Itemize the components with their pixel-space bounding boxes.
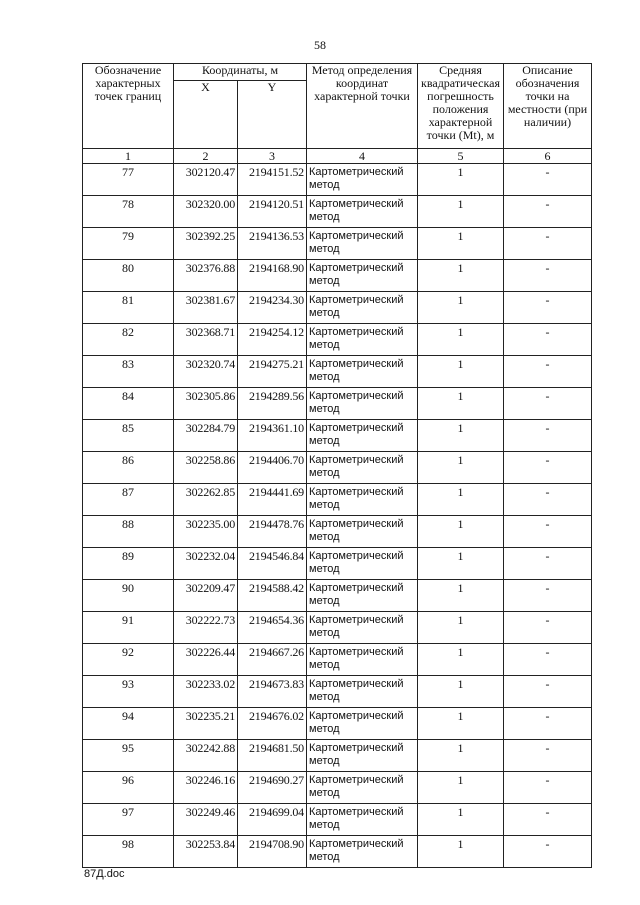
error-cell: 1 <box>418 452 504 484</box>
method-cell: Картометрический метод <box>307 772 418 804</box>
coord-y: 2194681.50 <box>238 740 307 772</box>
coord-x: 302235.21 <box>174 708 238 740</box>
error-cell: 1 <box>418 292 504 324</box>
method-cell: Картометрический метод <box>307 388 418 420</box>
error-cell: 1 <box>418 196 504 228</box>
error-cell: 1 <box>418 420 504 452</box>
coord-x: 302209.47 <box>174 580 238 612</box>
error-cell: 1 <box>418 612 504 644</box>
method-cell: Картометрический метод <box>307 356 418 388</box>
coord-x: 302235.00 <box>174 516 238 548</box>
coord-y: 2194699.04 <box>238 804 307 836</box>
column-number: 4 <box>307 149 418 164</box>
point-id: 87 <box>83 484 174 516</box>
table-row <box>83 580 592 612</box>
coord-y: 2194441.69 <box>238 484 307 516</box>
header-method: Метод определения координат характерной точки <box>307 64 418 149</box>
method-cell: Картометрический метод <box>307 740 418 772</box>
coord-x: 302226.44 <box>174 644 238 676</box>
coord-y: 2194136.53 <box>238 228 307 260</box>
point-id: 82 <box>83 324 174 356</box>
coord-x: 302258.86 <box>174 452 238 484</box>
description-cell: - <box>504 740 592 772</box>
description-cell: - <box>504 292 592 324</box>
description-cell: - <box>504 644 592 676</box>
error-cell: 1 <box>418 356 504 388</box>
description-cell: - <box>504 164 592 196</box>
description-cell: - <box>504 356 592 388</box>
coord-y: 2194667.26 <box>238 644 307 676</box>
table-row <box>83 420 592 452</box>
coord-x: 302305.86 <box>174 388 238 420</box>
description-cell: - <box>504 804 592 836</box>
point-id: 91 <box>83 612 174 644</box>
point-id: 84 <box>83 388 174 420</box>
description-cell: - <box>504 324 592 356</box>
point-id: 95 <box>83 740 174 772</box>
coord-y: 2194478.76 <box>238 516 307 548</box>
description-cell: - <box>504 196 592 228</box>
coord-y: 2194168.90 <box>238 260 307 292</box>
coord-x: 302320.00 <box>174 196 238 228</box>
method-cell: Картометрический метод <box>307 580 418 612</box>
coord-x: 302222.73 <box>174 612 238 644</box>
coord-x: 302368.71 <box>174 324 238 356</box>
point-id: 98 <box>83 836 174 868</box>
description-cell: - <box>504 516 592 548</box>
error-cell: 1 <box>418 740 504 772</box>
coord-y: 2194708.90 <box>238 836 307 868</box>
footer-filename: 87Д.doc <box>84 868 125 880</box>
coord-x: 302249.46 <box>174 804 238 836</box>
method-cell: Картометрический метод <box>307 452 418 484</box>
method-cell: Картометрический метод <box>307 612 418 644</box>
description-cell: - <box>504 452 592 484</box>
table-row <box>83 228 592 260</box>
coord-x: 302262.85 <box>174 484 238 516</box>
coord-y: 2194254.12 <box>238 324 307 356</box>
point-id: 81 <box>83 292 174 324</box>
error-cell: 1 <box>418 324 504 356</box>
error-cell: 1 <box>418 228 504 260</box>
column-numbers-row <box>83 149 592 164</box>
coord-x: 302284.79 <box>174 420 238 452</box>
table-row <box>83 772 592 804</box>
method-cell: Картометрический метод <box>307 164 418 196</box>
coord-x: 302246.16 <box>174 772 238 804</box>
coord-x: 302381.67 <box>174 292 238 324</box>
description-cell: - <box>504 708 592 740</box>
point-id: 93 <box>83 676 174 708</box>
table-row <box>83 676 592 708</box>
header-designation: Обозначение характерных точек границ <box>83 64 174 149</box>
coord-x: 302320.74 <box>174 356 238 388</box>
table-body <box>83 164 592 868</box>
method-cell: Картометрический метод <box>307 324 418 356</box>
description-cell: - <box>504 484 592 516</box>
table-row <box>83 484 592 516</box>
coord-y: 2194234.30 <box>238 292 307 324</box>
error-cell: 1 <box>418 676 504 708</box>
description-cell: - <box>504 772 592 804</box>
method-cell: Картометрический метод <box>307 292 418 324</box>
point-id: 94 <box>83 708 174 740</box>
error-cell: 1 <box>418 516 504 548</box>
coord-y: 2194546.84 <box>238 548 307 580</box>
point-id: 79 <box>83 228 174 260</box>
method-cell: Картометрический метод <box>307 516 418 548</box>
table-row <box>83 196 592 228</box>
method-cell: Картометрический метод <box>307 676 418 708</box>
method-cell: Картометрический метод <box>307 804 418 836</box>
table-row <box>83 740 592 772</box>
table-row <box>83 836 592 868</box>
coord-y: 2194676.02 <box>238 708 307 740</box>
description-cell: - <box>504 548 592 580</box>
point-id: 78 <box>83 196 174 228</box>
coord-x: 302253.84 <box>174 836 238 868</box>
error-cell: 1 <box>418 260 504 292</box>
table-row <box>83 164 592 196</box>
header-coordinates: Координаты, м <box>174 64 307 81</box>
coord-x: 302392.25 <box>174 228 238 260</box>
description-cell: - <box>504 676 592 708</box>
error-cell: 1 <box>418 836 504 868</box>
method-cell: Картометрический метод <box>307 644 418 676</box>
point-id: 80 <box>83 260 174 292</box>
table-row <box>83 548 592 580</box>
table-row <box>83 708 592 740</box>
point-id: 97 <box>83 804 174 836</box>
coord-x: 302233.02 <box>174 676 238 708</box>
coord-y: 2194654.36 <box>238 612 307 644</box>
coord-y: 2194406.70 <box>238 452 307 484</box>
column-number: 3 <box>238 149 307 164</box>
point-id: 89 <box>83 548 174 580</box>
description-cell: - <box>504 388 592 420</box>
error-cell: 1 <box>418 804 504 836</box>
point-id: 88 <box>83 516 174 548</box>
coord-y: 2194151.52 <box>238 164 307 196</box>
method-cell: Картометрический метод <box>307 708 418 740</box>
point-id: 77 <box>83 164 174 196</box>
error-cell: 1 <box>418 388 504 420</box>
table-row <box>83 388 592 420</box>
column-number: 6 <box>504 149 592 164</box>
header-description: Описание обозначения точки на местности (при наличии) <box>504 64 592 149</box>
coord-x: 302120.47 <box>174 164 238 196</box>
column-number: 1 <box>83 149 174 164</box>
method-cell: Картометрический метод <box>307 548 418 580</box>
header-y: Y <box>238 81 307 149</box>
coord-x: 302232.04 <box>174 548 238 580</box>
description-cell: - <box>504 228 592 260</box>
coord-y: 2194361.10 <box>238 420 307 452</box>
point-id: 86 <box>83 452 174 484</box>
method-cell: Картометрический метод <box>307 260 418 292</box>
method-cell: Картометрический метод <box>307 420 418 452</box>
description-cell: - <box>504 612 592 644</box>
table-row <box>83 452 592 484</box>
coord-y: 2194690.27 <box>238 772 307 804</box>
description-cell: - <box>504 260 592 292</box>
error-cell: 1 <box>418 708 504 740</box>
table-row <box>83 292 592 324</box>
coord-y: 2194120.51 <box>238 196 307 228</box>
coord-y: 2194275.21 <box>238 356 307 388</box>
description-cell: - <box>504 580 592 612</box>
column-number: 5 <box>418 149 504 164</box>
coord-y: 2194289.56 <box>238 388 307 420</box>
coord-y: 2194588.42 <box>238 580 307 612</box>
error-cell: 1 <box>418 580 504 612</box>
table-row <box>83 356 592 388</box>
error-cell: 1 <box>418 644 504 676</box>
table-row <box>83 260 592 292</box>
table-row <box>83 644 592 676</box>
point-id: 85 <box>83 420 174 452</box>
error-cell: 1 <box>418 164 504 196</box>
error-cell: 1 <box>418 484 504 516</box>
table-row <box>83 324 592 356</box>
coord-x: 302376.88 <box>174 260 238 292</box>
method-cell: Картометрический метод <box>307 484 418 516</box>
page-number: 58 <box>314 38 326 52</box>
method-cell: Картометрический метод <box>307 196 418 228</box>
method-cell: Картометрический метод <box>307 228 418 260</box>
column-number: 2 <box>174 149 238 164</box>
error-cell: 1 <box>418 772 504 804</box>
method-cell: Картометрический метод <box>307 836 418 868</box>
description-cell: - <box>504 836 592 868</box>
header-error: Средняя квадратическая погрешность положения характерной точки (Mt), м <box>418 64 504 149</box>
point-id: 83 <box>83 356 174 388</box>
error-cell: 1 <box>418 548 504 580</box>
coord-y: 2194673.83 <box>238 676 307 708</box>
point-id: 92 <box>83 644 174 676</box>
coordinates-table <box>82 63 592 868</box>
description-cell: - <box>504 420 592 452</box>
table-row <box>83 804 592 836</box>
coord-x: 302242.88 <box>174 740 238 772</box>
point-id: 90 <box>83 580 174 612</box>
header-x: X <box>174 81 238 149</box>
table-row <box>83 516 592 548</box>
point-id: 96 <box>83 772 174 804</box>
table-row <box>83 612 592 644</box>
